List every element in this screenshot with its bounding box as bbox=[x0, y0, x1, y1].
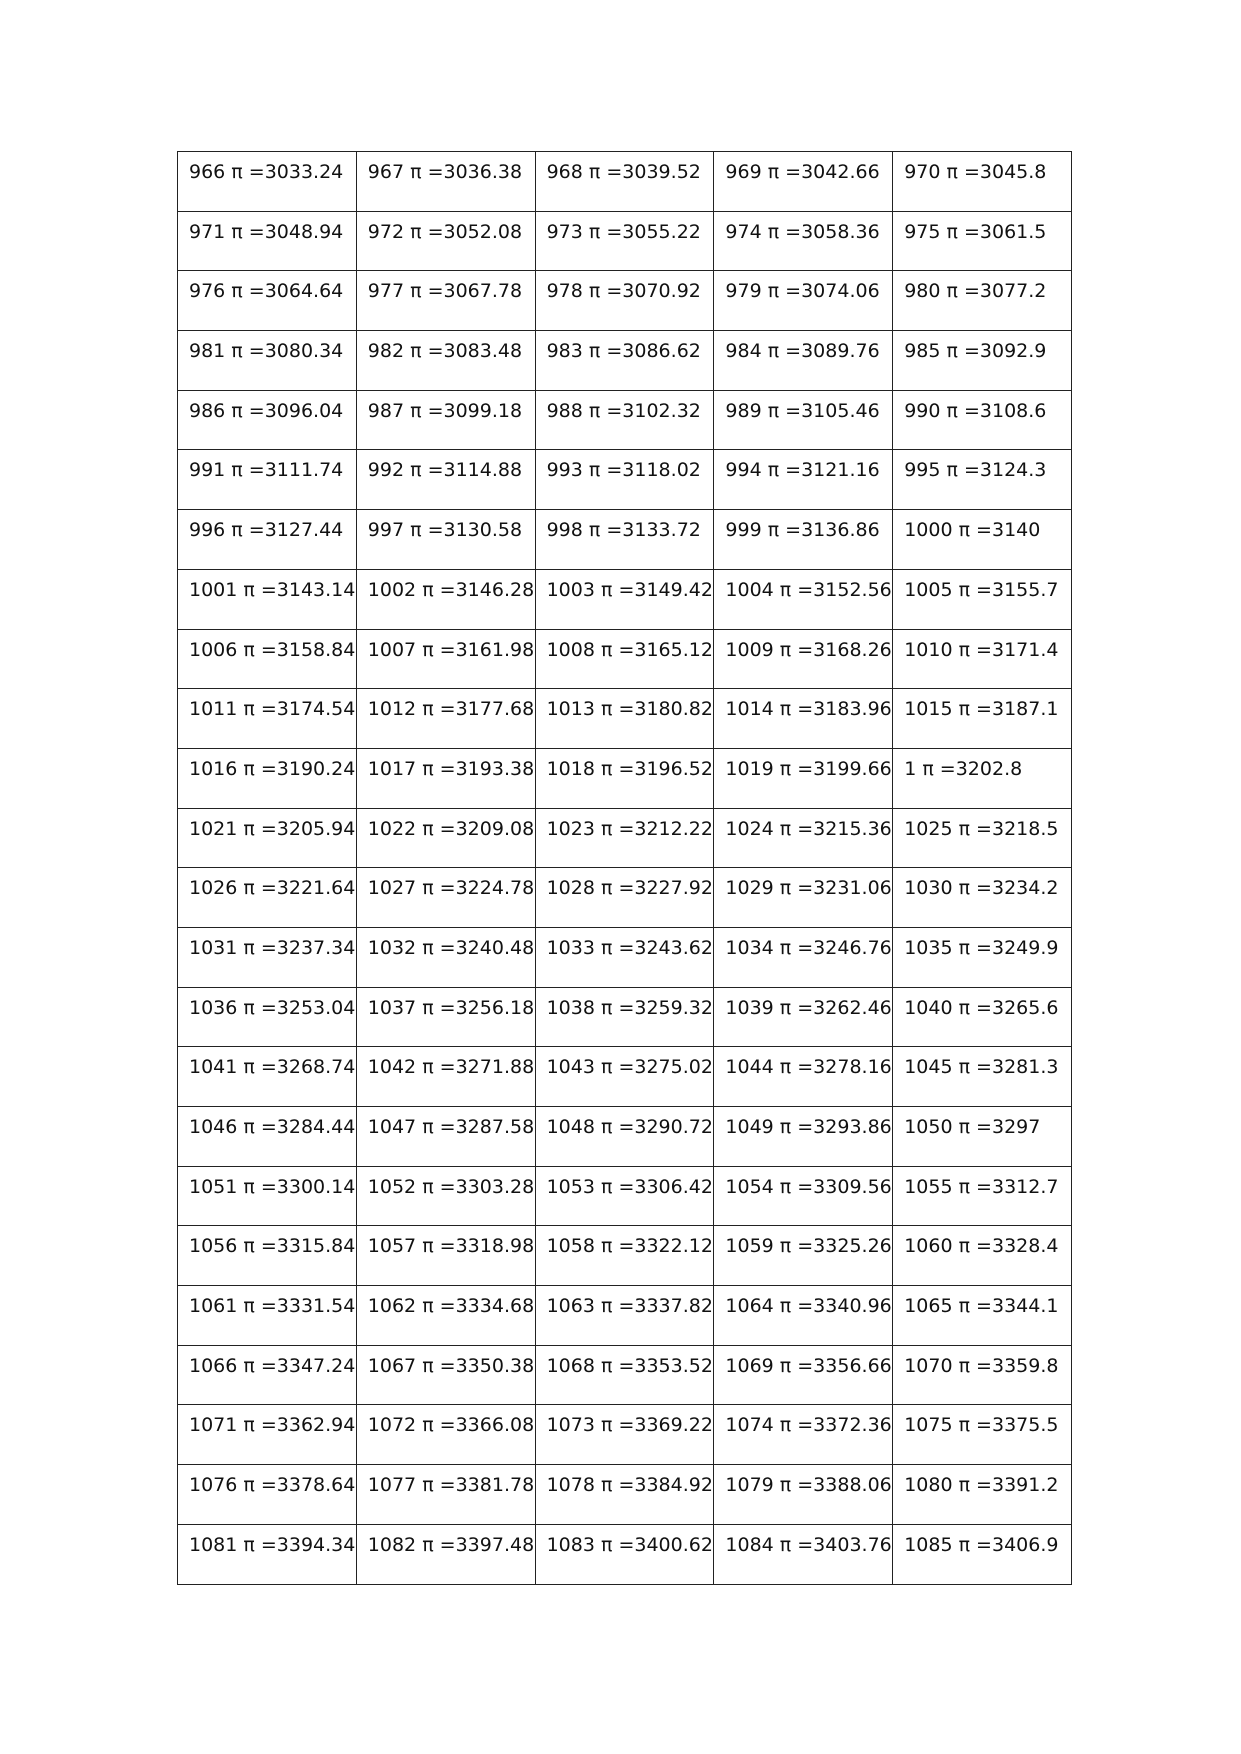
table-cell bbox=[535, 868, 714, 928]
table-cell bbox=[535, 1345, 714, 1405]
table-body bbox=[178, 152, 1072, 1585]
table-cell bbox=[893, 868, 1072, 928]
cell-text: 1078 π =3384.92 bbox=[546, 1474, 713, 1497]
cell-text: 1031 π =3237.34 bbox=[189, 936, 356, 959]
cell-text: 1013 π =3180.82 bbox=[546, 698, 713, 721]
table-cell bbox=[714, 808, 893, 868]
cell-text: 1012 π =3177.68 bbox=[367, 698, 535, 721]
table-cell bbox=[356, 152, 535, 212]
cell-text: 1043 π =3275.02 bbox=[546, 1056, 713, 1079]
cell-text: 988 π =3102.32 bbox=[546, 399, 701, 422]
table-cell bbox=[178, 689, 357, 749]
cell-text: 1015 π =3187.1 bbox=[904, 698, 1059, 721]
cell-text: 982 π =3083.48 bbox=[367, 340, 523, 363]
cell-text: 1083 π =3400.62 bbox=[546, 1533, 713, 1556]
cell-text: 1017 π =3193.38 bbox=[367, 757, 535, 780]
table-row bbox=[178, 152, 1072, 212]
cell-text: 1046 π =3284.44 bbox=[189, 1116, 356, 1138]
cell-text: 968 π =3039.52 bbox=[546, 161, 701, 183]
table-cell bbox=[714, 689, 893, 749]
cell-text: 1035 π =3249.9 bbox=[904, 936, 1059, 959]
table-row bbox=[178, 629, 1072, 689]
cell-text: 996 π =3127.44 bbox=[189, 519, 344, 542]
table-cell bbox=[714, 748, 893, 808]
cell-text: 1021 π =3205.94 bbox=[189, 817, 356, 840]
cell-text: 1057 π =3318.98 bbox=[367, 1235, 535, 1258]
table-cell bbox=[893, 927, 1072, 987]
table-cell bbox=[893, 390, 1072, 450]
cell-text: 1033 π =3243.62 bbox=[546, 936, 713, 959]
table-cell bbox=[178, 510, 357, 570]
table-row bbox=[178, 331, 1072, 391]
table-cell bbox=[714, 510, 893, 570]
table-cell bbox=[178, 331, 357, 391]
cell-text: 1038 π =3259.32 bbox=[546, 996, 713, 1019]
table-cell bbox=[356, 211, 535, 271]
table-cell bbox=[178, 1465, 357, 1525]
table-cell bbox=[893, 1405, 1072, 1465]
table-row bbox=[178, 1465, 1072, 1525]
pi-multiples-table bbox=[177, 151, 1072, 1585]
table-cell bbox=[535, 987, 714, 1047]
cell-text: 1060 π =3328.4 bbox=[904, 1235, 1059, 1258]
cell-text: 1085 π =3406.9 bbox=[904, 1533, 1059, 1556]
cell-text: 1074 π =3372.36 bbox=[725, 1414, 892, 1437]
table-cell bbox=[714, 1345, 893, 1405]
cell-text: 1041 π =3268.74 bbox=[189, 1056, 356, 1079]
cell-text: 975 π =3061.5 bbox=[904, 220, 1047, 243]
cell-text: 989 π =3105.46 bbox=[725, 399, 880, 422]
table-cell bbox=[714, 629, 893, 689]
cell-text: 1032 π =3240.48 bbox=[367, 936, 535, 959]
cell-text: 978 π =3070.92 bbox=[546, 280, 701, 303]
table-row bbox=[178, 510, 1072, 570]
cell-text: 984 π =3089.76 bbox=[725, 340, 880, 363]
table-cell bbox=[356, 569, 535, 629]
cell-text: 1025 π =3218.5 bbox=[904, 817, 1059, 840]
table-cell bbox=[893, 211, 1072, 271]
cell-text: 1003 π =3149.42 bbox=[546, 578, 713, 601]
table-cell bbox=[893, 1226, 1072, 1286]
table-row bbox=[178, 390, 1072, 450]
cell-text: 1028 π =3227.92 bbox=[546, 877, 713, 900]
cell-text: 1049 π =3293.86 bbox=[725, 1116, 892, 1138]
table-cell bbox=[714, 450, 893, 510]
cell-text: 1054 π =3309.56 bbox=[725, 1175, 892, 1198]
table-cell bbox=[356, 868, 535, 928]
table-row bbox=[178, 1107, 1072, 1167]
cell-text: 1082 π =3397.48 bbox=[367, 1533, 535, 1556]
cell-text: 987 π =3099.18 bbox=[367, 399, 523, 422]
table-cell bbox=[893, 1286, 1072, 1346]
cell-text: 1055 π =3312.7 bbox=[904, 1175, 1059, 1198]
table-cell bbox=[714, 271, 893, 331]
cell-text: 1050 π =3297 bbox=[904, 1116, 1041, 1138]
cell-text: 1011 π =3174.54 bbox=[189, 698, 356, 721]
table-cell bbox=[714, 1166, 893, 1226]
table-cell bbox=[535, 748, 714, 808]
cell-text: 993 π =3118.02 bbox=[546, 459, 701, 482]
cell-text: 1065 π =3344.1 bbox=[904, 1295, 1059, 1318]
table-cell bbox=[714, 331, 893, 391]
table-cell bbox=[893, 1524, 1072, 1584]
table-cell bbox=[714, 152, 893, 212]
table-cell bbox=[178, 1166, 357, 1226]
cell-text: 1014 π =3183.96 bbox=[725, 698, 892, 721]
cell-text: 1069 π =3356.66 bbox=[725, 1354, 892, 1377]
table-cell bbox=[893, 271, 1072, 331]
table-cell bbox=[178, 1524, 357, 1584]
cell-text: 994 π =3121.16 bbox=[725, 459, 880, 482]
cell-text: 1042 π =3271.88 bbox=[367, 1056, 535, 1079]
table-cell bbox=[535, 1524, 714, 1584]
table-row bbox=[178, 1166, 1072, 1226]
cell-text: 1000 π =3140 bbox=[904, 519, 1041, 542]
table-cell bbox=[535, 450, 714, 510]
table-row bbox=[178, 927, 1072, 987]
table-cell bbox=[893, 510, 1072, 570]
cell-text: 971 π =3048.94 bbox=[189, 220, 344, 243]
cell-text: 1044 π =3278.16 bbox=[725, 1056, 892, 1079]
table-cell bbox=[535, 152, 714, 212]
table-cell bbox=[714, 1405, 893, 1465]
cell-text: 983 π =3086.62 bbox=[546, 340, 701, 363]
cell-text: 1061 π =3331.54 bbox=[189, 1295, 356, 1318]
table-cell bbox=[535, 1465, 714, 1525]
cell-text: 1006 π =3158.84 bbox=[189, 638, 356, 661]
table-cell bbox=[535, 211, 714, 271]
table-cell bbox=[356, 808, 535, 868]
table-cell bbox=[178, 450, 357, 510]
table-cell bbox=[535, 927, 714, 987]
cell-text: 1029 π =3231.06 bbox=[725, 877, 892, 900]
table-cell bbox=[178, 211, 357, 271]
cell-text: 1009 π =3168.26 bbox=[725, 638, 892, 661]
table-cell bbox=[356, 927, 535, 987]
cell-text: 1004 π =3152.56 bbox=[725, 578, 892, 601]
table-cell bbox=[178, 1226, 357, 1286]
cell-text: 1023 π =3212.22 bbox=[546, 817, 713, 840]
cell-text: 1081 π =3394.34 bbox=[189, 1533, 356, 1556]
table-cell bbox=[714, 569, 893, 629]
table-cell bbox=[178, 1047, 357, 1107]
cell-text: 979 π =3074.06 bbox=[725, 280, 880, 303]
cell-text: 980 π =3077.2 bbox=[904, 280, 1047, 303]
cell-text: 1016 π =3190.24 bbox=[189, 757, 356, 780]
table-cell bbox=[178, 868, 357, 928]
cell-text: 1027 π =3224.78 bbox=[367, 877, 535, 900]
table-cell bbox=[356, 1166, 535, 1226]
table-cell bbox=[356, 629, 535, 689]
cell-text: 985 π =3092.9 bbox=[904, 340, 1047, 363]
table-cell bbox=[535, 569, 714, 629]
cell-text: 986 π =3096.04 bbox=[189, 399, 344, 422]
cell-text: 1024 π =3215.36 bbox=[725, 817, 892, 840]
table-row bbox=[178, 1047, 1072, 1107]
table-row bbox=[178, 211, 1072, 271]
table-cell bbox=[178, 1286, 357, 1346]
cell-text: 1063 π =3337.82 bbox=[546, 1295, 713, 1318]
table-cell bbox=[535, 1107, 714, 1167]
table-cell bbox=[714, 1286, 893, 1346]
cell-text: 972 π =3052.08 bbox=[367, 220, 523, 243]
cell-text: 981 π =3080.34 bbox=[189, 340, 344, 363]
table-row bbox=[178, 748, 1072, 808]
cell-text: 1076 π =3378.64 bbox=[189, 1474, 356, 1497]
cell-text: 1034 π =3246.76 bbox=[725, 936, 892, 959]
cell-text: 1079 π =3388.06 bbox=[725, 1474, 892, 1497]
cell-text: 1059 π =3325.26 bbox=[725, 1235, 892, 1258]
cell-text: 992 π =3114.88 bbox=[367, 459, 523, 482]
cell-text: 997 π =3130.58 bbox=[367, 519, 523, 542]
table-cell bbox=[893, 629, 1072, 689]
table-cell bbox=[535, 629, 714, 689]
table-cell bbox=[178, 152, 357, 212]
table-cell bbox=[714, 1107, 893, 1167]
cell-text: 995 π =3124.3 bbox=[904, 459, 1047, 482]
cell-text: 1066 π =3347.24 bbox=[189, 1354, 356, 1377]
cell-text: 974 π =3058.36 bbox=[725, 220, 880, 243]
table-cell bbox=[893, 1047, 1072, 1107]
table-row bbox=[178, 569, 1072, 629]
table-cell bbox=[356, 1465, 535, 1525]
cell-text: 1052 π =3303.28 bbox=[367, 1175, 535, 1198]
table-cell bbox=[178, 1405, 357, 1465]
table-row bbox=[178, 1405, 1072, 1465]
cell-text: 1008 π =3165.12 bbox=[546, 638, 713, 661]
table-cell bbox=[178, 390, 357, 450]
cell-text: 1075 π =3375.5 bbox=[904, 1414, 1059, 1437]
table-cell bbox=[356, 1107, 535, 1167]
table-cell bbox=[893, 748, 1072, 808]
table-cell bbox=[714, 987, 893, 1047]
table-cell bbox=[535, 1405, 714, 1465]
cell-text: 1036 π =3253.04 bbox=[189, 996, 356, 1019]
cell-text: 990 π =3108.6 bbox=[904, 399, 1047, 422]
cell-text: 1064 π =3340.96 bbox=[725, 1295, 892, 1318]
cell-text: 969 π =3042.66 bbox=[725, 161, 880, 183]
table-cell bbox=[178, 987, 357, 1047]
table-cell bbox=[356, 748, 535, 808]
table-cell bbox=[356, 450, 535, 510]
table-cell bbox=[356, 1345, 535, 1405]
cell-text: 1053 π =3306.42 bbox=[546, 1175, 713, 1198]
table-row bbox=[178, 808, 1072, 868]
cell-text: 1026 π =3221.64 bbox=[189, 877, 356, 900]
cell-text: 1030 π =3234.2 bbox=[904, 877, 1059, 900]
cell-text: 1067 π =3350.38 bbox=[367, 1354, 535, 1377]
table-row bbox=[178, 450, 1072, 510]
table-cell bbox=[178, 271, 357, 331]
table-cell bbox=[535, 331, 714, 391]
cell-text: 1007 π =3161.98 bbox=[367, 638, 535, 661]
table-cell bbox=[714, 1047, 893, 1107]
table-cell bbox=[893, 331, 1072, 391]
table-cell bbox=[893, 1107, 1072, 1167]
table-row bbox=[178, 1524, 1072, 1584]
table-cell bbox=[535, 510, 714, 570]
table-cell bbox=[356, 390, 535, 450]
cell-text: 1071 π =3362.94 bbox=[189, 1414, 356, 1437]
cell-text: 973 π =3055.22 bbox=[546, 220, 701, 243]
cell-text: 1048 π =3290.72 bbox=[546, 1116, 713, 1138]
table-cell bbox=[893, 1345, 1072, 1405]
table-row bbox=[178, 868, 1072, 928]
table-cell bbox=[178, 748, 357, 808]
table-cell bbox=[356, 1405, 535, 1465]
table-cell bbox=[356, 1047, 535, 1107]
table-cell bbox=[893, 569, 1072, 629]
cell-text: 970 π =3045.8 bbox=[904, 161, 1047, 183]
cell-text: 1 π =3202.8 bbox=[904, 757, 1023, 780]
table-cell bbox=[356, 689, 535, 749]
cell-text: 991 π =3111.74 bbox=[189, 459, 344, 482]
table-cell bbox=[714, 211, 893, 271]
table-cell bbox=[535, 390, 714, 450]
table-cell bbox=[535, 1047, 714, 1107]
cell-text: 1051 π =3300.14 bbox=[189, 1175, 356, 1198]
cell-text: 1080 π =3391.2 bbox=[904, 1474, 1059, 1497]
cell-text: 1058 π =3322.12 bbox=[546, 1235, 713, 1258]
table-cell bbox=[356, 510, 535, 570]
cell-text: 976 π =3064.64 bbox=[189, 280, 344, 303]
cell-text: 1062 π =3334.68 bbox=[367, 1295, 535, 1318]
table-cell bbox=[893, 808, 1072, 868]
table-cell bbox=[178, 1107, 357, 1167]
table-cell bbox=[714, 1226, 893, 1286]
cell-text: 977 π =3067.78 bbox=[367, 280, 523, 303]
cell-text: 1047 π =3287.58 bbox=[367, 1116, 535, 1138]
table-row bbox=[178, 271, 1072, 331]
table-cell bbox=[356, 1286, 535, 1346]
cell-text: 1068 π =3353.52 bbox=[546, 1354, 713, 1377]
table-cell bbox=[356, 331, 535, 391]
cell-text: 1018 π =3196.52 bbox=[546, 757, 713, 780]
cell-text: 1037 π =3256.18 bbox=[367, 996, 535, 1019]
table-row bbox=[178, 987, 1072, 1047]
table-cell bbox=[356, 1524, 535, 1584]
cell-text: 1005 π =3155.7 bbox=[904, 578, 1059, 601]
cell-text: 999 π =3136.86 bbox=[725, 519, 880, 542]
table-row bbox=[178, 1226, 1072, 1286]
table-cell bbox=[178, 629, 357, 689]
table-cell bbox=[714, 1524, 893, 1584]
table-cell bbox=[535, 689, 714, 749]
cell-text: 1001 π =3143.14 bbox=[189, 578, 356, 601]
cell-text: 1056 π =3315.84 bbox=[189, 1235, 356, 1258]
cell-text: 1077 π =3381.78 bbox=[367, 1474, 535, 1497]
table-cell bbox=[714, 1465, 893, 1525]
cell-text: 998 π =3133.72 bbox=[546, 519, 701, 542]
table-cell bbox=[893, 987, 1072, 1047]
cell-text: 1039 π =3262.46 bbox=[725, 996, 892, 1019]
cell-text: 1084 π =3403.76 bbox=[725, 1533, 892, 1556]
table-cell bbox=[356, 987, 535, 1047]
table-cell bbox=[893, 450, 1072, 510]
cell-text: 1070 π =3359.8 bbox=[904, 1354, 1059, 1377]
cell-text: 1022 π =3209.08 bbox=[367, 817, 535, 840]
table-row bbox=[178, 689, 1072, 749]
table-cell bbox=[356, 1226, 535, 1286]
table-cell bbox=[535, 1166, 714, 1226]
table-cell bbox=[178, 927, 357, 987]
cell-text: 966 π =3033.24 bbox=[189, 161, 344, 183]
table-cell bbox=[535, 808, 714, 868]
table-cell bbox=[893, 1465, 1072, 1525]
table-cell bbox=[893, 1166, 1072, 1226]
cell-text: 1002 π =3146.28 bbox=[367, 578, 535, 601]
cell-text: 1010 π =3171.4 bbox=[904, 638, 1059, 661]
cell-text: 1040 π =3265.6 bbox=[904, 996, 1059, 1019]
table-cell bbox=[714, 927, 893, 987]
table-cell bbox=[178, 808, 357, 868]
table-row bbox=[178, 1345, 1072, 1405]
table-cell bbox=[535, 1226, 714, 1286]
cell-text: 1073 π =3369.22 bbox=[546, 1414, 713, 1437]
table-cell bbox=[356, 271, 535, 331]
table-cell bbox=[178, 1345, 357, 1405]
cell-text: 1019 π =3199.66 bbox=[725, 757, 892, 780]
table-cell bbox=[535, 1286, 714, 1346]
table-cell bbox=[714, 390, 893, 450]
table-cell bbox=[893, 689, 1072, 749]
table-row bbox=[178, 1286, 1072, 1346]
cell-text: 1072 π =3366.08 bbox=[367, 1414, 535, 1437]
table-cell bbox=[893, 152, 1072, 212]
table-cell bbox=[714, 868, 893, 928]
cell-text: 967 π =3036.38 bbox=[367, 161, 523, 183]
table-cell bbox=[535, 271, 714, 331]
cell-text: 1045 π =3281.3 bbox=[904, 1056, 1059, 1079]
table-cell bbox=[178, 569, 357, 629]
